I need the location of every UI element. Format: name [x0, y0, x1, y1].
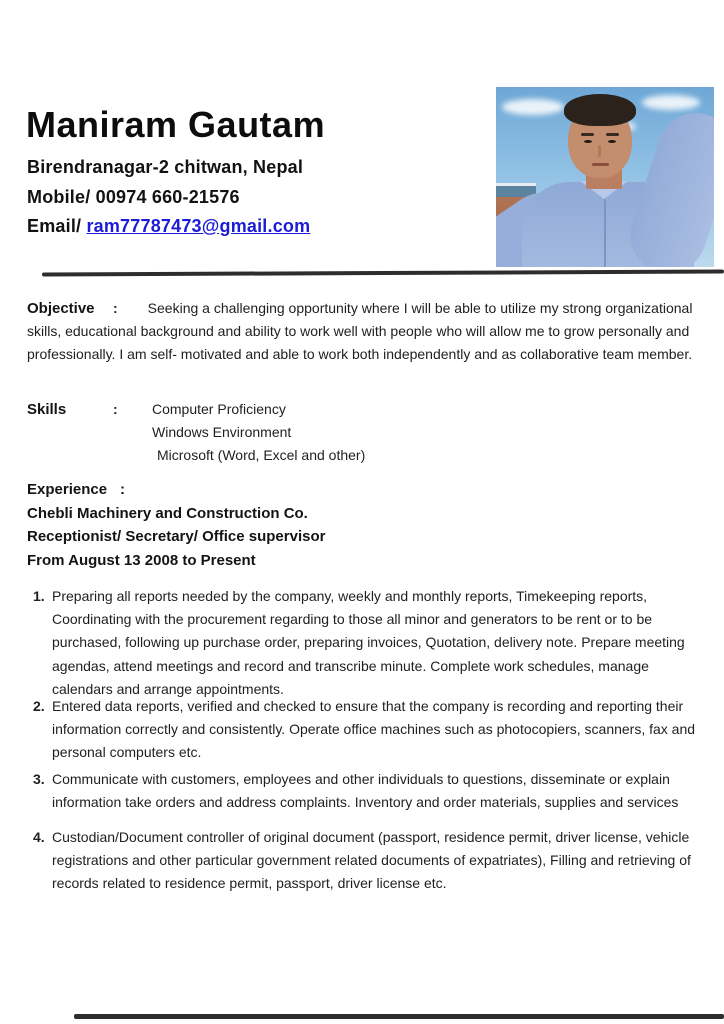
duty-number: 1. — [33, 588, 45, 604]
duty-item — [33, 826, 712, 896]
person-hair — [564, 94, 636, 126]
person-eyebrow — [581, 133, 594, 136]
skills-list — [152, 398, 547, 468]
experience-section — [27, 478, 325, 572]
duty-number: 4. — [33, 829, 45, 845]
profile-photo — [496, 87, 714, 267]
duty-number: 2. — [33, 698, 45, 714]
duty-item — [33, 585, 712, 701]
skills-label: Skills — [27, 401, 67, 418]
duty-text: Preparing all reports needed by the company, weekly and monthly reports, Timekeeping reports, Coordinating with the procurement regarding to those all minor and generators to be rent or to be purchased, following up purchase order, preparing invoices, Quotation, delivery note. Prepare meeting agendas, attend meetings and record and transcribe minute. Complete work schedules, manage calendars and arrange appointments. — [52, 588, 685, 697]
duty-number: 3. — [33, 771, 45, 787]
duty-text: Custodian/Document controller of original document (passport, residence permit, driver license, vehicle registrations and other particular government related documents of expatriates), Filling and retrieving of records related to residence permit, passport, driver license etc. — [52, 829, 691, 892]
cloud-shape — [502, 99, 564, 115]
mobile-line — [27, 187, 240, 208]
person-eye — [584, 140, 592, 143]
experience-role: Receptionist/ Secretary/ Office supervisor — [27, 528, 326, 545]
mobile-label: Mobile/ — [27, 187, 91, 207]
mobile-number: 00974 660-21576 — [95, 187, 240, 207]
skills-colon: : — [113, 401, 118, 417]
objective-label: Objective — [27, 300, 95, 317]
skills-section — [27, 398, 547, 468]
candidate-name: Maniram Gautam — [26, 104, 326, 145]
person-mouth — [592, 163, 609, 166]
shirt-placket — [604, 199, 606, 267]
duty-text: Entered data reports, verified and checked to ensure that the company is recording and reporting their information correctly and consistently. Operate office machines such as photocopiers, scanners, fax and personal computers etc. — [52, 698, 696, 761]
skill-item: Windows Environment — [152, 424, 292, 441]
experience-colon: : — [120, 481, 126, 498]
person-eye — [608, 140, 616, 143]
objective-section — [27, 297, 721, 367]
skill-item: Computer Proficiency — [152, 401, 286, 417]
person-nose — [598, 145, 601, 157]
header-divider-line — [42, 270, 724, 277]
person-eyebrow — [606, 133, 619, 136]
experience-company: Chebli Machinery and Construction Co. — [27, 504, 308, 522]
address-line: Birendranagar-2 chitwan, Nepal — [27, 157, 304, 177]
objective-text: Seeking a challenging opportunity where I will be able to utilize my strong organizational skills, educational background and ability to work well with people who will allow me to grow personally and professionally. I am self- motivated and able to work both independently and as collaborative team member. — [27, 300, 693, 363]
experience-label: Experience — [27, 481, 108, 498]
experience-period: From August 13 2008 to Present — [27, 551, 256, 569]
skill-item: Microsoft (Word, Excel and other) — [157, 447, 366, 464]
duty-item — [33, 695, 712, 765]
email-label: Email/ — [27, 216, 82, 236]
objective-colon: : — [113, 300, 118, 316]
page-bottom-divider-line — [74, 1014, 724, 1019]
duty-text: Communicate with customers, employees and other individuals to questions, disseminate or explain information take orders and address complaints. Inventory and order materials, supplies and services — [52, 771, 679, 811]
email-line — [27, 216, 310, 237]
experience-heading — [27, 478, 325, 502]
cloud-shape — [642, 95, 700, 110]
email-link[interactable]: ram77787473@gmail.com — [86, 216, 311, 236]
duty-item — [33, 768, 712, 814]
